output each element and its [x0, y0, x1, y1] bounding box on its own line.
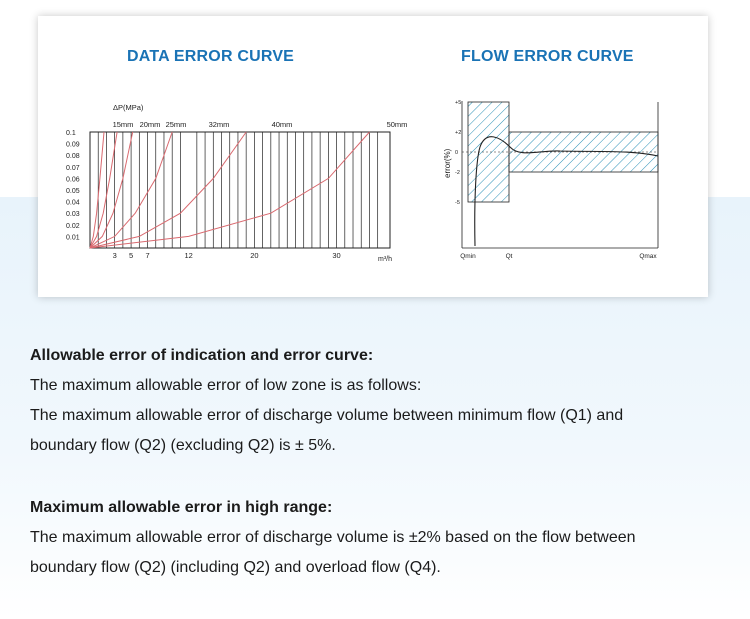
series-label-50mm: 50mm: [386, 120, 408, 129]
section-heading-high-range: Maximum allowable error in high range:: [30, 499, 333, 516]
x-tick-label: Qmin: [460, 253, 476, 260]
y-tick-label: 0.07: [66, 164, 80, 172]
x-tick-label: 12: [184, 251, 193, 260]
x-tick-label: 20: [250, 251, 259, 260]
y-tick-label: +5: [455, 100, 462, 106]
series-label-32mm: 32mm: [208, 120, 230, 129]
y-tick-label: 0.05: [66, 188, 80, 195]
y-tick-label: 0.08: [66, 153, 80, 161]
x-tick-label: 5: [129, 251, 134, 260]
series-label-15mm: 15mm: [112, 120, 134, 129]
y-tick-label: 0: [455, 150, 459, 156]
x-tick-label: Qt: [505, 253, 513, 260]
y-tick-label: 0.04: [66, 199, 80, 207]
x-tick-label: Qmax: [639, 253, 657, 260]
series-label-20mm: 20mm: [139, 120, 161, 129]
description-block: [30, 341, 730, 583]
y-tick-label: -5: [455, 200, 460, 206]
paragraph-line: The maximum allowable error of discharge volume is ±2% based on the flow between: [30, 529, 636, 546]
series-label-40mm: 40mm: [271, 120, 293, 129]
x-tick-label: 3: [112, 251, 117, 260]
spacer: [30, 461, 730, 493]
y-tick-label: -2: [455, 170, 460, 176]
series-label-25mm: 25mm: [165, 120, 187, 129]
y-tick-label: 0.02: [66, 222, 80, 230]
y-tick-label: 0.1: [66, 130, 76, 137]
section-heading-indication-error: Allowable error of indication and error curve:: [30, 347, 374, 364]
paragraph-line: boundary flow (Q2) (excluding Q2) is ± 5%.: [30, 437, 336, 454]
x-axis-label: m³/h: [378, 256, 392, 263]
y-tick-label: +2: [455, 130, 462, 136]
x-tick-label: 30: [332, 251, 341, 260]
x-tick-label: 7: [145, 251, 150, 260]
data-error-curve-title: DATA ERROR CURVE: [127, 48, 295, 65]
y-axis-label: error(%): [443, 148, 452, 178]
y-tick-label: 0.03: [66, 211, 80, 219]
flow-error-curve-title: FLOW ERROR CURVE: [461, 48, 634, 65]
y-tick-label: 0.06: [66, 176, 80, 184]
paragraph-line: The maximum allowable error of low zone is as follows:: [30, 377, 422, 394]
y-tick-label: 0.01: [66, 234, 80, 242]
paragraph-line: boundary flow (Q2) (including Q2) and overload flow (Q4).: [30, 559, 441, 576]
paragraph-line: The maximum allowable error of discharge volume between minimum flow (Q1) and: [30, 407, 624, 424]
y-tick-label: 0.09: [66, 141, 80, 149]
y-axis-label: ΔP(MPa): [113, 103, 144, 112]
